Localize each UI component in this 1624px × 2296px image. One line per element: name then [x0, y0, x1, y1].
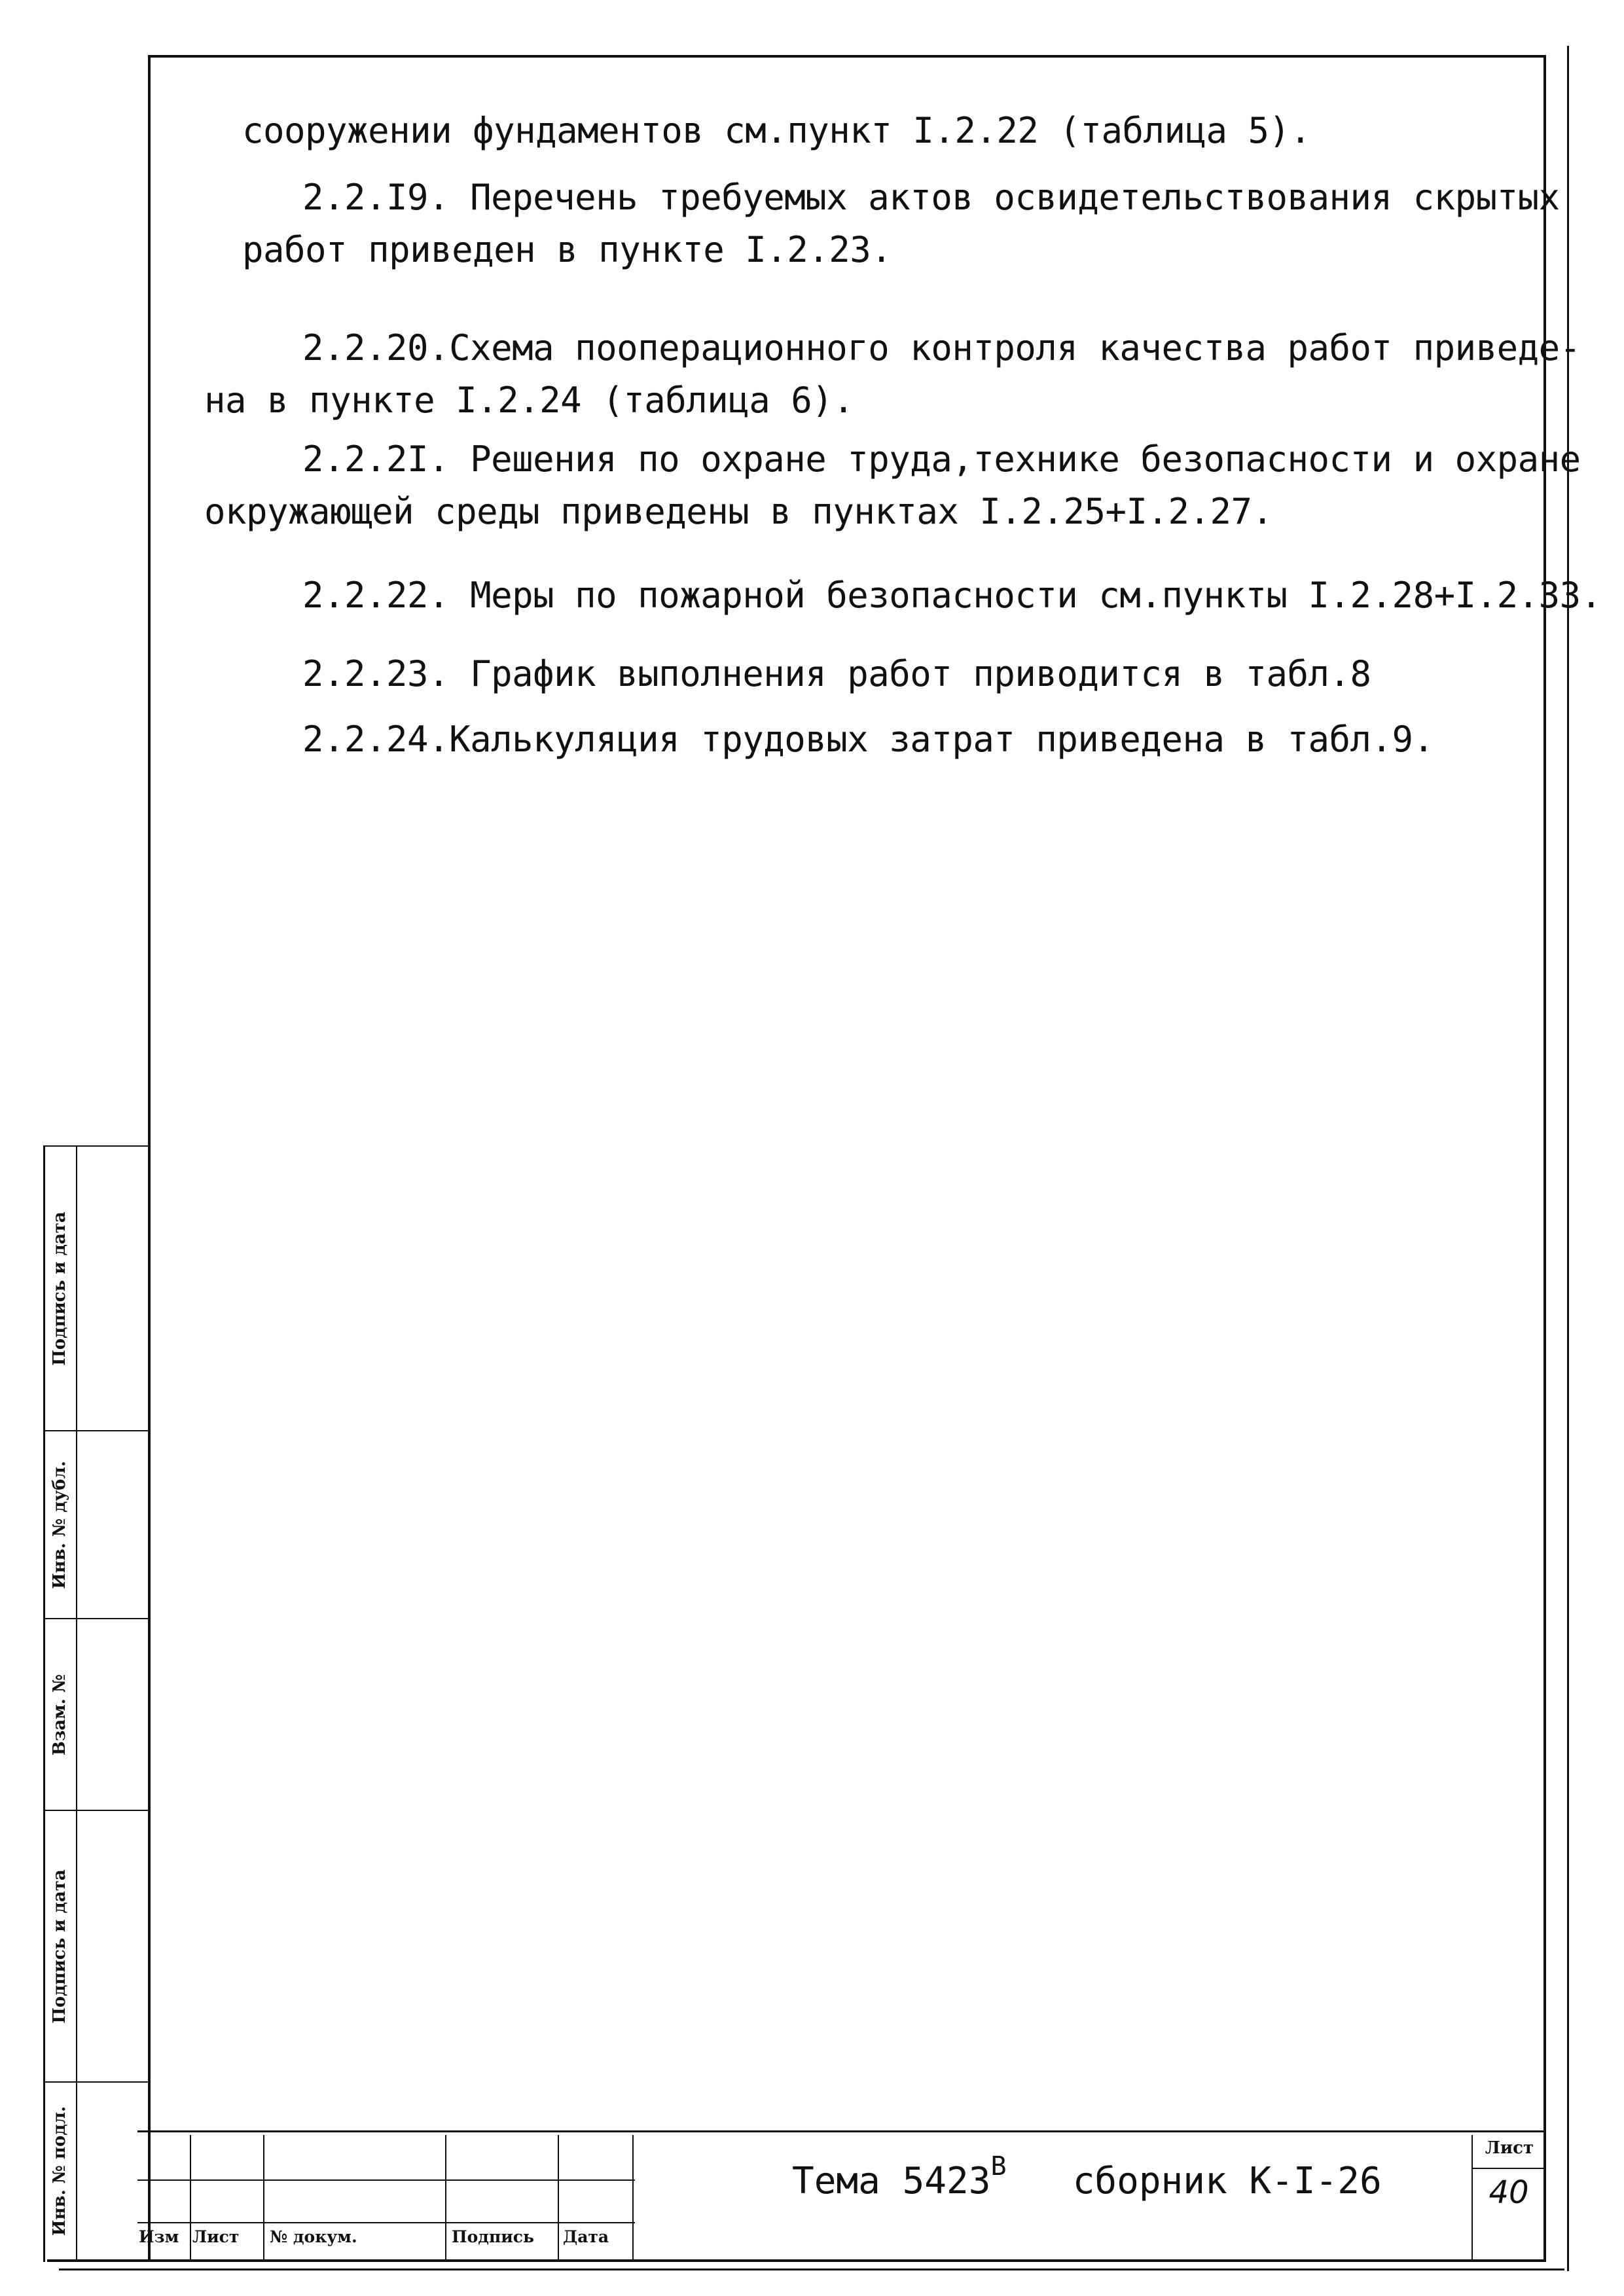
paragraph-line: 2.2.22. Меры по пожарной безопасности см.пункты I.2.28+I.2.33. — [302, 575, 1602, 616]
paragraph-line: на в пункте I.2.24 (таблица 6). — [204, 380, 854, 421]
paragraph-line: 2.2.I9. Перечень требуемых актов освидетельствования скрытых — [302, 177, 1560, 218]
document-theme — [792, 2151, 1382, 2202]
title-block-col-line — [190, 2135, 191, 2259]
side-stamp-label: Подпись и дата — [50, 1211, 69, 1366]
theme-label: Тема 5423 — [792, 2160, 991, 2202]
column-label-signature: Подпись — [452, 2227, 534, 2246]
side-stamp-inner-line — [76, 1145, 77, 2262]
outer-bottom-edge — [59, 2269, 1564, 2270]
column-label-date: Дата — [563, 2227, 609, 2246]
title-block-col-line — [558, 2135, 559, 2259]
paragraph-line: окружающей среды приведены в пунктах I.2.25+I.2.27. — [204, 491, 1273, 532]
frame-left-border — [148, 55, 151, 2262]
theme-superscript: В — [990, 2151, 1007, 2181]
column-label-sheet: Лист — [192, 2227, 240, 2246]
side-stamp-label: Взам. № — [50, 1674, 69, 1755]
paragraph-line: 2.2.24.Калькуляция трудовых затрат приведена в табл.9. — [302, 719, 1434, 760]
title-block-row-line — [137, 2179, 635, 2181]
title-block-top-line — [137, 2130, 1545, 2132]
frame-top-border — [149, 55, 1543, 58]
side-stamp-cell — [43, 1147, 76, 1430]
side-stamp-cell — [43, 1619, 76, 1810]
title-block-sheet-line — [1471, 2135, 1473, 2259]
side-stamp-label: Подпись и дата — [50, 1869, 69, 2024]
collection-code: сборник К-I-26 — [1072, 2160, 1382, 2202]
column-label-change: Изм — [139, 2227, 179, 2246]
paragraph-line: 2.2.2I. Решения по охране труда,технике безопасности и охране — [302, 439, 1581, 480]
sheet-label: Лист — [1485, 2138, 1534, 2158]
paragraph-line: 2.2.23. График выполнения работ приводится в табл.8 — [302, 653, 1371, 694]
side-stamp-cell — [43, 1431, 76, 1618]
side-stamp-label: Инв. № подл. — [50, 2106, 69, 2236]
paragraph-line: 2.2.20.Схема пооперационного контроля качества работ приведе- — [302, 327, 1581, 368]
paragraph-line: работ приведен в пункте I.2.23. — [242, 229, 892, 270]
side-stamp-cell — [43, 1811, 76, 2081]
title-block-row-line — [137, 2222, 635, 2223]
title-block-sheet-divider — [1471, 2168, 1543, 2169]
frame-bottom-border — [47, 2259, 1546, 2262]
side-stamp-cell — [43, 2083, 76, 2259]
frame-right-border — [1543, 55, 1546, 2262]
outer-right-edge — [1567, 46, 1569, 2271]
paragraph-line: сооружении фундаментов см.пункт I.2.22 (таблица 5). — [242, 110, 1311, 151]
title-block-col-line — [263, 2135, 264, 2259]
sheet-number: 40 — [1489, 2174, 1529, 2211]
title-block-col-line — [445, 2135, 446, 2259]
side-stamp-label: Инв. № дубл. — [50, 1460, 69, 1589]
title-block-col-line — [632, 2135, 634, 2259]
column-label-doc-number: № докум. — [270, 2227, 357, 2246]
